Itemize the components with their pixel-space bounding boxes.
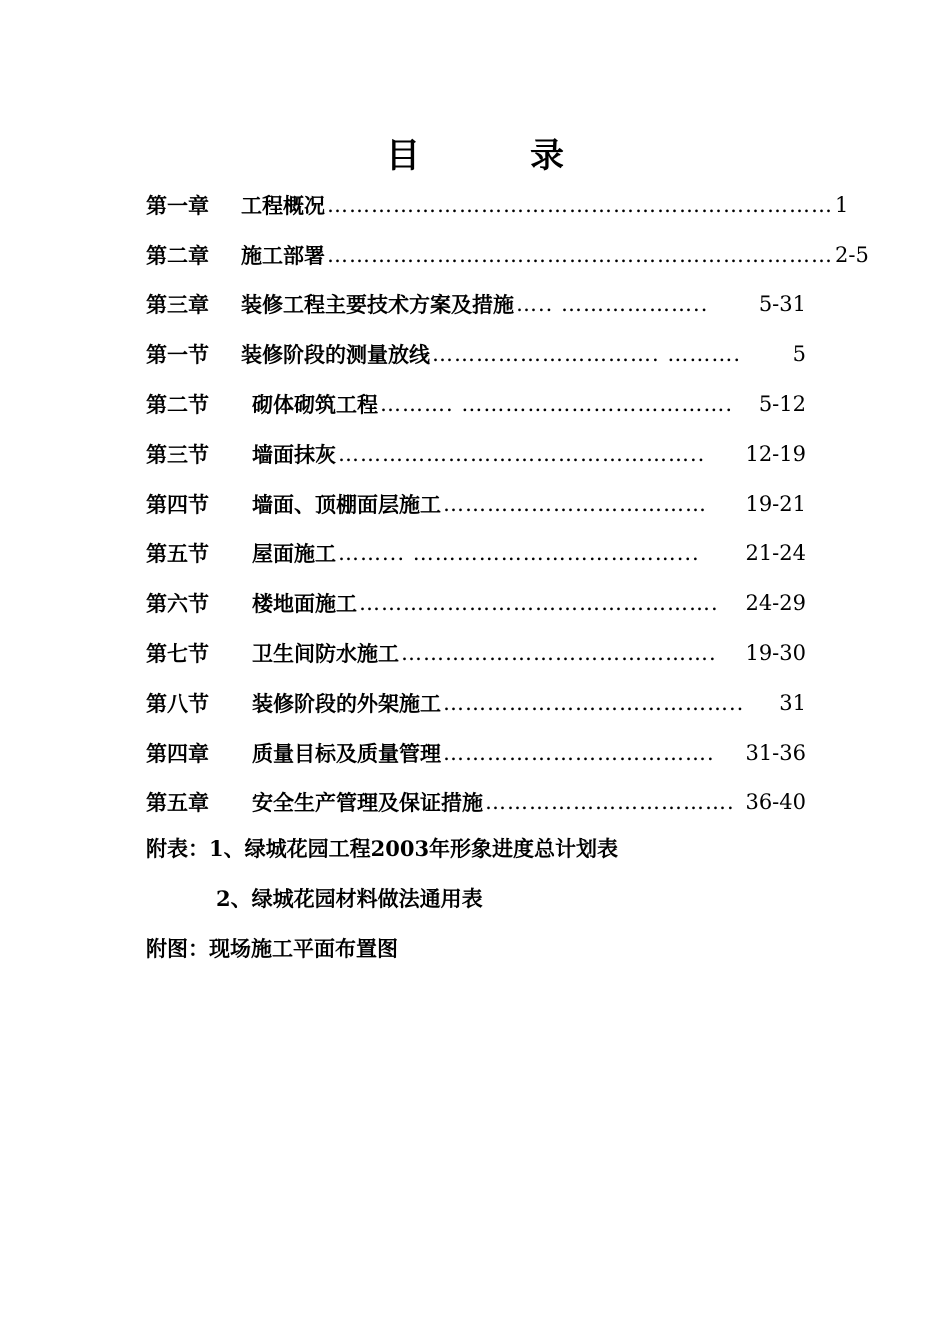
toc-label: 第二节 (146, 392, 209, 418)
toc-leader-dots: …………………………………………………………… (327, 192, 833, 217)
toc-leader-dots: ………………………………………….. (338, 441, 706, 466)
toc-label: 第三章 (146, 292, 209, 318)
toc-row[interactable] (146, 778, 806, 828)
title-char-1: 目 (386, 136, 420, 176)
toc-row[interactable] (146, 678, 806, 728)
toc-page: 2-5 (835, 242, 869, 267)
appendix-table-2: 2、绿城花园材料做法通用表 (216, 886, 483, 911)
toc-title: 安全生产管理及保证措施 (252, 790, 483, 816)
toc-label: 第三节 (146, 441, 209, 467)
toc-title: 楼地面施工 (252, 591, 357, 617)
toc-row[interactable] (146, 280, 806, 330)
toc-label: 第一节 (146, 342, 209, 368)
toc-page: 19-30 (745, 641, 806, 666)
toc-leader-dots: ………………………………. (443, 740, 715, 765)
toc-page: 21-24 (745, 541, 806, 566)
toc-title: 装修阶段的测量放线 (241, 342, 430, 368)
toc-page: 19-21 (745, 491, 806, 516)
toc-row[interactable] (146, 379, 806, 429)
toc-label: 第二章 (146, 242, 209, 268)
toc-row[interactable] (146, 429, 806, 479)
title-char-2: 录 (530, 136, 564, 176)
toc-leader-dots: …………………………………………………………… (327, 242, 833, 267)
toc-label: 第五章 (146, 790, 209, 816)
toc-row[interactable] (146, 728, 806, 778)
toc-label: 第五节 (146, 541, 209, 567)
toc-page: 24-29 (745, 591, 806, 616)
toc-leader-dots: ………………………………….. (443, 690, 745, 715)
toc-page: 5 (792, 342, 806, 367)
toc-leader-dots: ……………………………… (443, 491, 707, 516)
toc-title: 屋面施工 (252, 541, 336, 567)
page-title (0, 128, 950, 177)
toc-title: 装修阶段的外架施工 (252, 690, 441, 716)
toc-row[interactable] (146, 628, 806, 678)
toc-title: 质量目标及质量管理 (252, 740, 441, 766)
toc-page: 36-40 (745, 790, 806, 815)
toc-title: 墙面抹灰 (252, 441, 336, 467)
toc-leader-dots: ………. ………………………………. (380, 392, 734, 417)
toc-leader-dots: ….. ……………….. (516, 292, 709, 317)
toc-row[interactable] (146, 479, 806, 529)
toc-title: 施工部署 (241, 242, 325, 268)
table-of-contents (146, 180, 869, 827)
appendix-table-1: 附表：1、绿城花园工程2003年形象进度总计划表 (146, 836, 619, 861)
toc-row[interactable] (146, 180, 849, 230)
toc-label: 第七节 (146, 641, 209, 667)
appendix-figure: 附图：现场施工平面布置图 (146, 936, 398, 961)
toc-row[interactable] (146, 329, 806, 379)
toc-leader-dots: …………………………………………. (359, 591, 719, 616)
toc-row[interactable] (146, 529, 806, 579)
toc-leader-dots: …………………………. ………. (432, 342, 742, 367)
toc-label: 第六节 (146, 591, 209, 617)
toc-label: 第一章 (146, 192, 209, 218)
toc-page: 31 (779, 690, 806, 715)
toc-title: 装修工程主要技术方案及措施 (241, 292, 514, 318)
toc-page: 1 (835, 192, 849, 217)
toc-title: 卫生间防水施工 (252, 641, 399, 667)
toc-label: 第四节 (146, 491, 209, 517)
toc-title: 工程概况 (241, 192, 325, 218)
toc-page: 5-31 (758, 292, 806, 317)
toc-page: 12-19 (745, 441, 806, 466)
toc-page: 31-36 (745, 740, 806, 765)
toc-title: 砌体砌筑工程 (252, 392, 378, 418)
toc-label: 第四章 (146, 740, 209, 766)
toc-leader-dots: ……………………………. (485, 790, 735, 815)
toc-leader-dots: ……... ………………………………... (338, 541, 700, 566)
toc-row[interactable] (146, 230, 869, 280)
toc-label: 第八节 (146, 690, 209, 716)
toc-leader-dots: ……………………………………. (401, 641, 717, 666)
toc-page: 5-12 (758, 392, 806, 417)
toc-title: 墙面、顶棚面层施工 (252, 491, 441, 517)
toc-row[interactable] (146, 578, 806, 628)
